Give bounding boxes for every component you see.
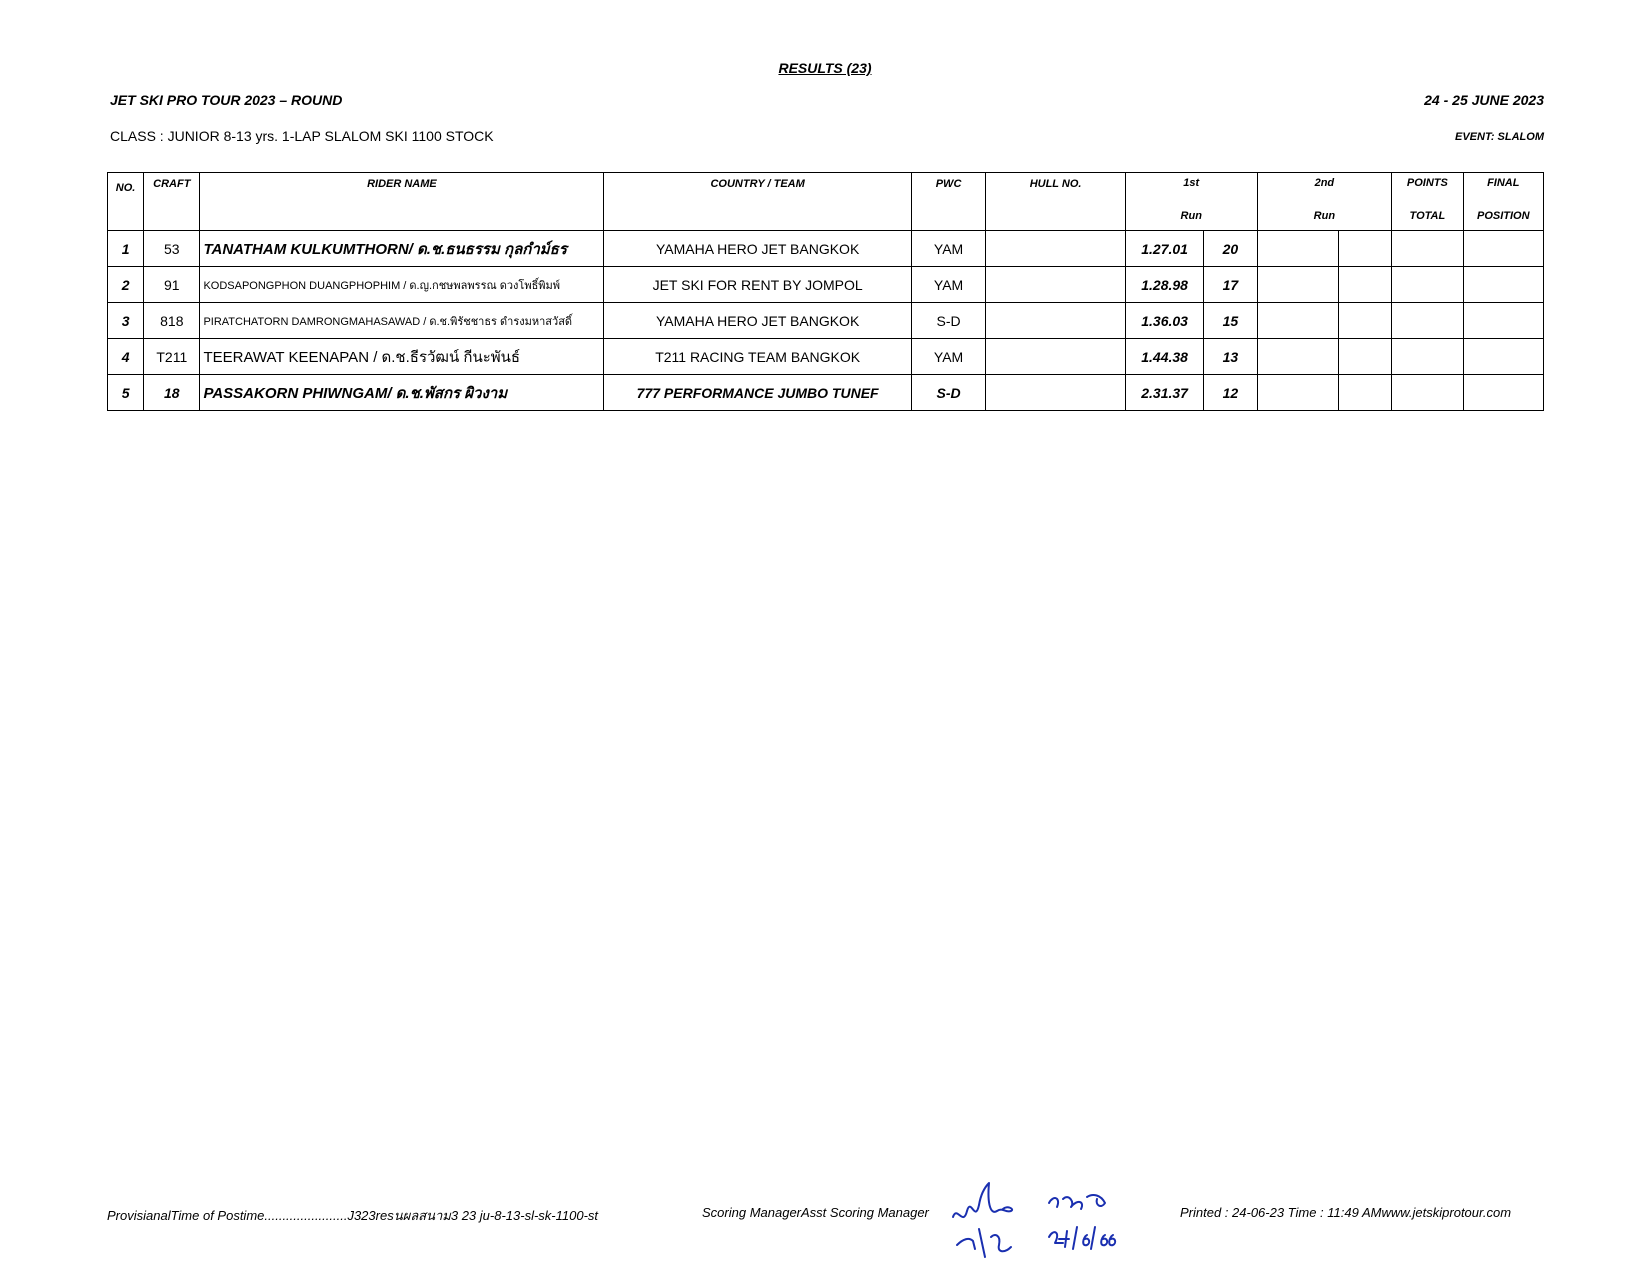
cell-final-position — [1463, 231, 1543, 267]
cell-pwc: S-D — [911, 375, 985, 411]
cell-run2-points — [1338, 375, 1391, 411]
table-row — [108, 231, 1544, 267]
cell-run1-points: 20 — [1204, 231, 1257, 267]
cell-rider: PIRATCHATORN DAMRONGMAHASAWAD / ด.ช.พิรัชชาธร ดำรงมหาสวัสดิ์ — [200, 303, 604, 339]
footer-file-info: ProvisianalTime of Postime.......................J323resนผลสนาม3 23 ju-8-13-sl-sk-1100-st — [107, 1208, 599, 1223]
cell-hull — [986, 303, 1126, 339]
cell-points-total — [1392, 267, 1463, 303]
class-description: CLASS : JUNIOR 8-13 yrs. 1-LAP SLALOM SKI 1100 STOCK — [110, 128, 494, 144]
cell-hull — [986, 375, 1126, 411]
cell-run1-time: 1.44.38 — [1125, 339, 1203, 375]
cell-run1-time: 1.27.01 — [1125, 231, 1203, 267]
footer-printed-info: Printed : 24-06-23 Time : 11:49 AMwww.jetskiprotour.com — [1180, 1205, 1512, 1220]
cell-final-position — [1463, 267, 1543, 303]
handwritten-signatures — [945, 1175, 1135, 1265]
results-title: RESULTS (23) — [778, 60, 872, 76]
cell-run2-time — [1257, 267, 1338, 303]
cell-run1-time: 1.28.98 — [1125, 267, 1203, 303]
cell-rider: TANATHAM KULKUMTHORN/ ด.ช.ธนธรรม กุลกำม์ธร — [200, 231, 604, 267]
cell-team: 777 PERFORMANCE JUMBO TUNEF — [604, 375, 911, 411]
table-row — [108, 303, 1544, 339]
cell-no: 4 — [108, 339, 144, 375]
col-points-total: POINTS TOTAL — [1392, 173, 1463, 231]
cell-no: 2 — [108, 267, 144, 303]
cell-run2-time — [1257, 231, 1338, 267]
cell-final-position — [1463, 375, 1543, 411]
cell-team: JET SKI FOR RENT BY JOMPOL — [604, 267, 911, 303]
event-dates: 24 - 25 JUNE 2023 — [1424, 92, 1544, 108]
cell-no: 3 — [108, 303, 144, 339]
cell-run1-points: 13 — [1204, 339, 1257, 375]
cell-craft: 18 — [144, 375, 200, 411]
cell-pwc: YAM — [911, 231, 985, 267]
cell-points-total — [1392, 339, 1463, 375]
cell-hull — [986, 267, 1126, 303]
cell-pwc: YAM — [911, 339, 985, 375]
cell-run1-time: 1.36.03 — [1125, 303, 1203, 339]
cell-craft: 53 — [144, 231, 200, 267]
event-type: EVENT: SLALOM — [1454, 131, 1544, 143]
cell-hull — [986, 231, 1126, 267]
col-2nd-run: 2nd Run — [1257, 173, 1392, 231]
cell-run2-time — [1257, 303, 1338, 339]
col-hull-no: HULL NO. — [986, 173, 1126, 231]
cell-rider: PASSAKORN PHIWNGAM/ ด.ช.พัสกร ผิวงาม — [200, 375, 604, 411]
cell-run1-points: 15 — [1204, 303, 1257, 339]
cell-run2-points — [1338, 267, 1391, 303]
cell-team: YAMAHA HERO JET BANGKOK — [604, 303, 911, 339]
cell-run1-points: 17 — [1204, 267, 1257, 303]
cell-team: YAMAHA HERO JET BANGKOK — [604, 231, 911, 267]
table-row — [108, 375, 1544, 411]
table-row — [108, 267, 1544, 303]
cell-craft: 818 — [144, 303, 200, 339]
col-no: NO. — [108, 173, 144, 231]
cell-no: 5 — [108, 375, 144, 411]
footer-scoring-manager: Scoring ManagerAsst Scoring Manager — [702, 1205, 929, 1220]
cell-run2-points — [1338, 303, 1391, 339]
cell-hull — [986, 339, 1126, 375]
table-row — [108, 339, 1544, 375]
cell-no: 1 — [108, 231, 144, 267]
cell-team: T211 RACING TEAM BANGKOK — [604, 339, 911, 375]
event-name: JET SKI PRO TOUR 2023 – ROUND — [110, 92, 343, 108]
col-pwc: PWC — [911, 173, 985, 231]
cell-craft: 91 — [144, 267, 200, 303]
cell-rider: TEERAWAT KEENAPAN / ด.ช.ธีรวัฒน์ กีนะพันธ์ — [200, 339, 604, 375]
cell-run2-time — [1257, 339, 1338, 375]
cell-pwc: YAM — [911, 267, 985, 303]
col-rider-name: RIDER NAME — [200, 173, 604, 231]
cell-points-total — [1392, 231, 1463, 267]
cell-final-position — [1463, 339, 1543, 375]
cell-run2-points — [1338, 231, 1391, 267]
cell-run1-points: 12 — [1204, 375, 1257, 411]
cell-points-total — [1392, 375, 1463, 411]
cell-points-total — [1392, 303, 1463, 339]
col-country-team: COUNTRY / TEAM — [604, 173, 911, 231]
table-header-row — [108, 173, 1544, 231]
col-1st-run: 1st Run — [1125, 173, 1257, 231]
cell-pwc: S-D — [911, 303, 985, 339]
col-craft: CRAFT — [144, 173, 200, 231]
cell-run2-time — [1257, 375, 1338, 411]
cell-rider: KODSAPONGPHON DUANGPHOPHIM / ด.ญ.กชษพลพรรณ ดวงโพธิ์พิมพ์ — [200, 267, 604, 303]
cell-final-position — [1463, 303, 1543, 339]
col-final-position: FINAL POSITION — [1463, 173, 1543, 231]
cell-craft: T211 — [144, 339, 200, 375]
results-table — [107, 172, 1544, 411]
cell-run2-points — [1338, 339, 1391, 375]
cell-run1-time: 2.31.37 — [1125, 375, 1203, 411]
